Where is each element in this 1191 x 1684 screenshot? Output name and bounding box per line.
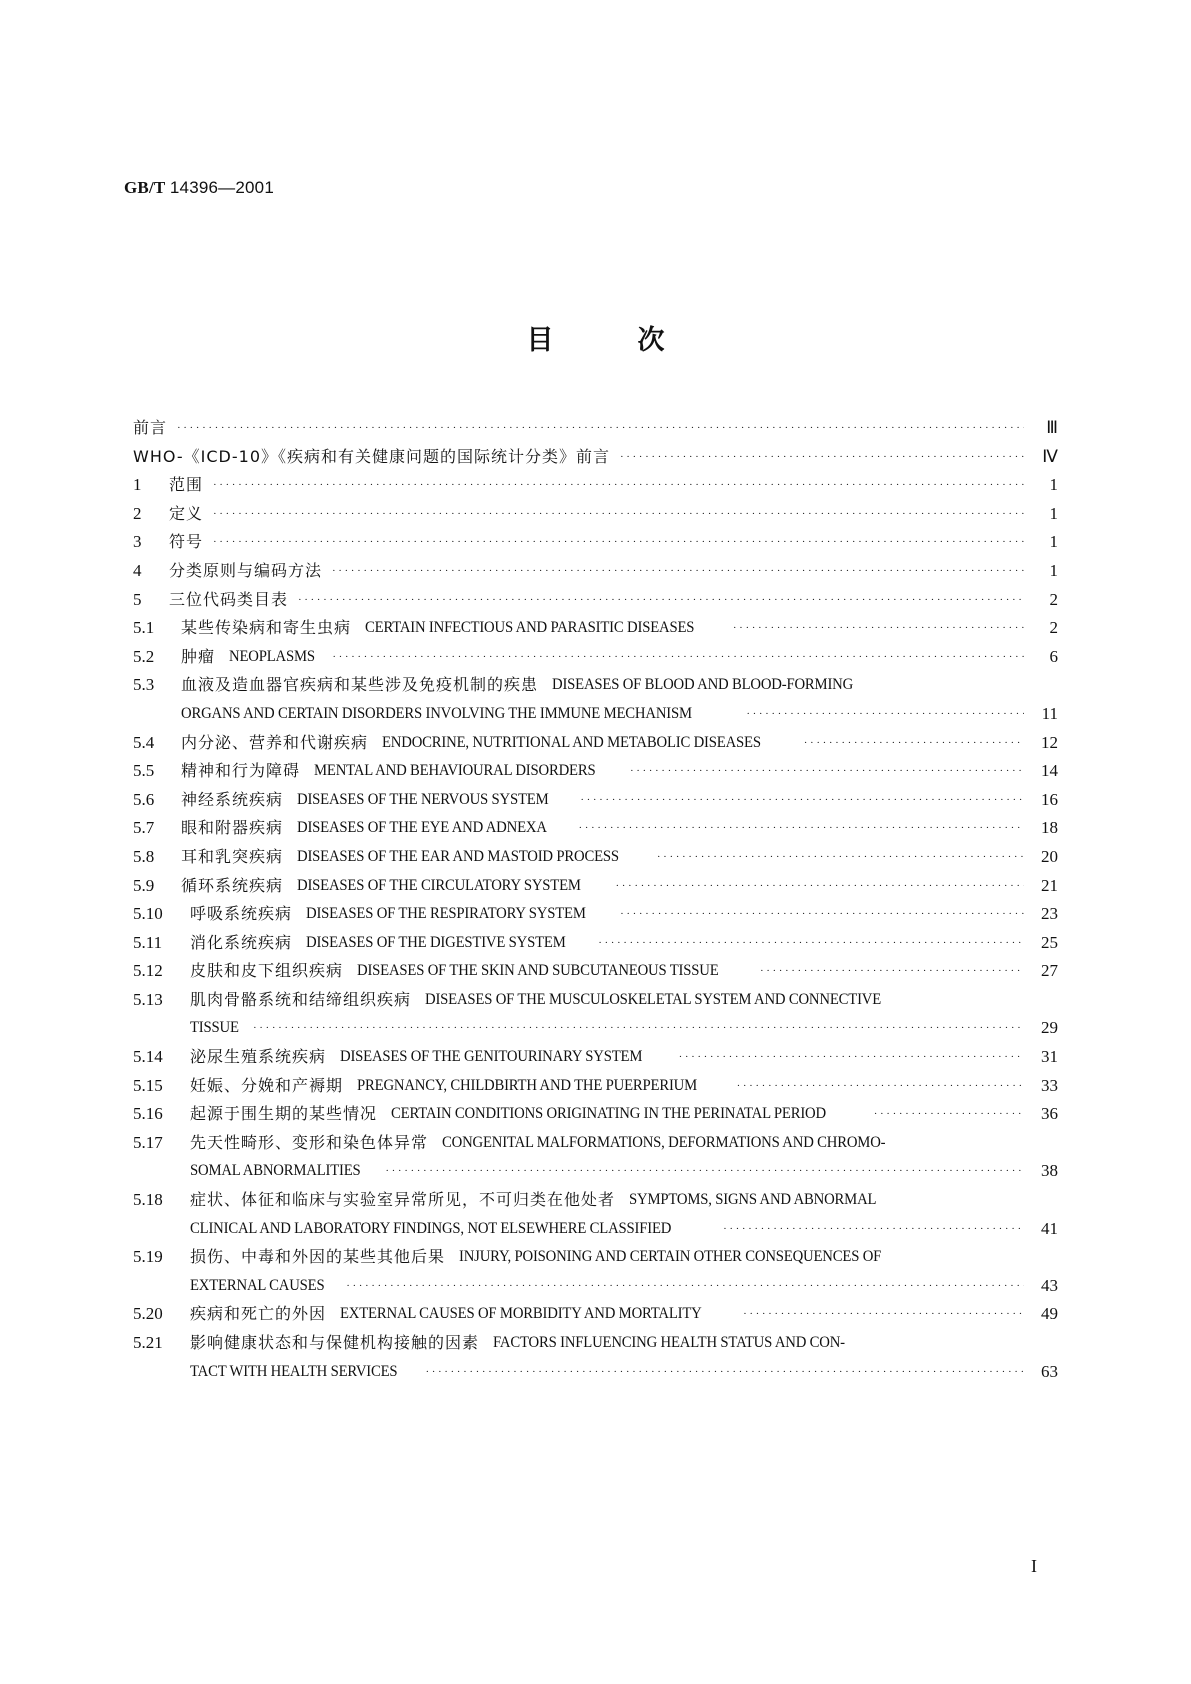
toc-entry-page[interactable]: Ⅲ xyxy=(1046,418,1058,437)
toc-entry[interactable] xyxy=(133,814,1058,843)
toc-entry-text xyxy=(190,957,1058,986)
dot-leader xyxy=(760,957,1024,986)
dot-leader xyxy=(723,1215,1024,1244)
dot-leader xyxy=(332,643,1024,672)
toc-entry-page[interactable]: 12 xyxy=(1041,732,1058,752)
toc-entry-text xyxy=(181,843,1058,872)
toc-entry-number: 5.16 xyxy=(133,1104,163,1124)
toc-entry-page[interactable]: 36 xyxy=(1041,1104,1058,1124)
toc-entry-text xyxy=(181,872,1058,901)
toc-entry-text xyxy=(190,1043,1058,1072)
toc-entry-text xyxy=(181,643,1058,672)
toc-entry-title-english: DISEASES OF THE MUSCULOSKELETAL SYSTEM AND CONNECTIVE xyxy=(425,990,882,1008)
toc-entry-page[interactable]: 29 xyxy=(1041,1018,1058,1038)
toc-entry-title-english: ORGANS AND CERTAIN DISORDERS INVOLVING THE IMMUNE MECHANISM xyxy=(181,704,692,722)
toc-entry-title-english: MENTAL AND BEHAVIOURAL DISORDERS xyxy=(314,762,596,780)
toc-entry-text xyxy=(133,443,1058,472)
dot-leader xyxy=(874,1100,1024,1129)
toc-entry-text xyxy=(190,900,1058,929)
dot-leader xyxy=(746,700,1024,729)
dot-leader xyxy=(177,414,1024,443)
toc-entry-number: 5 xyxy=(133,589,142,609)
toc-entry-text xyxy=(169,557,1058,586)
toc-entry-title-english: DISEASES OF THE DIGESTIVE SYSTEM xyxy=(306,933,566,951)
toc-entry[interactable] xyxy=(133,1186,1058,1215)
dot-leader xyxy=(743,1300,1024,1329)
toc-entry-title-english: TISSUE xyxy=(190,1019,239,1037)
toc-entry-title-english: TACT WITH HEALTH SERVICES xyxy=(190,1362,398,1380)
toc-entry-text xyxy=(181,614,1058,643)
toc-entry-title-chinese: 分类原则与编码方法 xyxy=(169,560,323,580)
toc-entry-page[interactable]: 20 xyxy=(1041,846,1058,866)
toc-entry-text xyxy=(181,700,1058,729)
toc-entry-text xyxy=(190,1215,1058,1244)
toc-entry[interactable] xyxy=(133,557,1058,586)
toc-entry-text xyxy=(133,414,1058,443)
toc-entry-page[interactable]: 6 xyxy=(1049,646,1058,666)
toc-entry-number: 5.6 xyxy=(133,789,155,809)
toc-entry-title-chinese: 损伤、中毒和外因的某些其他后果 xyxy=(190,1247,446,1267)
dot-leader xyxy=(733,614,1024,643)
toc-entry-number: 1 xyxy=(133,475,142,495)
toc-entry-number: 5.2 xyxy=(133,646,155,666)
toc-entry-title-chinese: 神经系统疾病 xyxy=(181,789,284,809)
toc-entry-title-chinese: 三位代码类目表 xyxy=(169,589,289,609)
toc-entry-page[interactable]: 1 xyxy=(1049,532,1058,552)
toc-entry-number: 5.14 xyxy=(133,1047,163,1067)
toc-entry-title-chinese: 症状、体征和临床与实验室异常所见，不可归类在他处者 xyxy=(190,1190,616,1210)
toc-entry-page[interactable]: 21 xyxy=(1041,875,1058,895)
toc-entry-number: 5.18 xyxy=(133,1190,163,1210)
toc-entry-title-chinese: 疾病和死亡的外因 xyxy=(190,1304,327,1324)
toc-entry-page[interactable]: 14 xyxy=(1041,761,1058,781)
toc-entry-number: 5.11 xyxy=(133,932,163,952)
toc-entry-page[interactable]: 25 xyxy=(1041,932,1058,952)
toc-entry-title-english: SYMPTOMS, SIGNS AND ABNORMAL xyxy=(629,1191,877,1209)
title-char-1: 目 xyxy=(526,325,554,356)
toc-entry-title-english: DISEASES OF BLOOD AND BLOOD-FORMING xyxy=(552,676,854,694)
toc-entry-page[interactable]: 1 xyxy=(1049,475,1058,495)
title-char-2: 次 xyxy=(637,325,665,356)
toc-entry-title-english: DISEASES OF THE NERVOUS SYSTEM xyxy=(297,790,549,808)
toc-entry-text xyxy=(169,500,1058,529)
page-number: I xyxy=(1031,1556,1037,1576)
toc-entry-continuation[interactable] xyxy=(133,1358,1058,1387)
toc-entry-page[interactable]: 23 xyxy=(1041,904,1058,924)
toc-entry-title-chinese: 泌尿生殖系统疾病 xyxy=(190,1047,327,1067)
dot-leader xyxy=(804,729,1024,758)
toc-entry-page[interactable]: 38 xyxy=(1041,1161,1058,1181)
toc-entry[interactable] xyxy=(133,1329,1058,1358)
toc-entry-title-english: EXTERNAL CAUSES OF MORBIDITY AND MORTALITY xyxy=(340,1305,702,1323)
toc-entry[interactable] xyxy=(133,643,1058,672)
toc-entry-page[interactable]: 18 xyxy=(1041,818,1058,838)
toc-entry-page[interactable]: 2 xyxy=(1049,618,1058,638)
dot-leader xyxy=(620,443,1024,472)
toc-entry-text xyxy=(190,1072,1058,1101)
toc-entry-title-english: SOMAL ABNORMALITIES xyxy=(190,1162,361,1180)
toc-entry-title-chinese: 符号 xyxy=(169,532,204,552)
toc-entry-continuation[interactable] xyxy=(133,1157,1058,1186)
toc-entry-text xyxy=(190,1243,1058,1272)
toc-entry[interactable] xyxy=(133,1043,1058,1072)
toc-entry[interactable] xyxy=(133,729,1058,758)
toc-entry-number: 5.12 xyxy=(133,961,163,981)
dot-leader xyxy=(657,843,1024,872)
toc-entry-number: 5.10 xyxy=(133,904,163,924)
toc-entry-page[interactable]: 27 xyxy=(1041,961,1058,981)
toc-entry-text xyxy=(169,528,1058,557)
toc-entry-title-english: INJURY, POISONING AND CERTAIN OTHER CONSEQUENCES OF xyxy=(459,1248,882,1266)
toc-entry-text xyxy=(181,757,1058,786)
toc-entry[interactable] xyxy=(133,471,1058,500)
toc-entry-number: 5.8 xyxy=(133,846,155,866)
toc-entry-text xyxy=(190,929,1058,958)
toc-entry-page[interactable]: 11 xyxy=(1041,703,1058,723)
toc-entry-page[interactable]: 31 xyxy=(1041,1047,1058,1067)
toc-entry-number: 2 xyxy=(133,503,142,523)
toc-entry-page[interactable]: 33 xyxy=(1041,1075,1058,1095)
dot-leader xyxy=(616,872,1024,901)
toc-entry-text xyxy=(190,1100,1058,1129)
toc-entry[interactable] xyxy=(133,900,1058,929)
toc-entry-title-chinese: 精神和行为障碍 xyxy=(181,761,301,781)
toc-entry-continuation[interactable] xyxy=(133,700,1058,729)
toc-entry[interactable] xyxy=(133,414,1058,443)
toc-entry-title-english: NEOPLASMS xyxy=(229,647,315,665)
dot-leader xyxy=(580,786,1024,815)
toc-entry-title-english: CERTAIN CONDITIONS ORIGINATING IN THE PERINATAL PERIOD xyxy=(391,1105,826,1123)
toc-entry[interactable] xyxy=(133,586,1058,615)
toc-entry[interactable] xyxy=(133,614,1058,643)
toc-entry-continuation[interactable] xyxy=(133,1215,1058,1244)
toc-entry-title-chinese: 妊娠、分娩和产褥期 xyxy=(190,1075,344,1095)
toc-entry-title-chinese: 定义 xyxy=(169,503,204,523)
toc-entry[interactable] xyxy=(133,1243,1058,1272)
dot-leader xyxy=(598,929,1024,958)
dot-leader xyxy=(298,586,1024,615)
toc-entry-text xyxy=(190,1186,1058,1215)
toc-entry-text xyxy=(181,814,1058,843)
toc-entry-page[interactable]: 43 xyxy=(1041,1275,1058,1295)
toc-entry-number: 5.13 xyxy=(133,989,163,1009)
toc-entry-page[interactable]: Ⅳ xyxy=(1042,446,1058,466)
toc-entry[interactable] xyxy=(133,500,1058,529)
toc-entry[interactable] xyxy=(133,986,1058,1015)
toc-entry-title-chinese: 范围 xyxy=(169,475,204,495)
dot-leader xyxy=(679,1043,1024,1072)
toc-entry-text xyxy=(190,986,1058,1015)
dot-leader xyxy=(346,1272,1024,1301)
toc-entry[interactable] xyxy=(133,843,1058,872)
toc-entry-continuation[interactable] xyxy=(133,1014,1058,1043)
dot-leader xyxy=(213,528,1024,557)
toc-entry-title-chinese: 影响健康状态和与保健机构接触的因素 xyxy=(190,1333,480,1352)
toc-entry-title-english: DISEASES OF THE RESPIRATORY SYSTEM xyxy=(306,905,586,923)
toc-entry-title-chinese: 肿瘤 xyxy=(181,646,216,666)
toc-entry-title-english: CONGENITAL MALFORMATIONS, DEFORMATIONS AND CHROMO- xyxy=(442,1133,886,1151)
toc-entry[interactable] xyxy=(133,1129,1058,1158)
toc-entry[interactable] xyxy=(133,872,1058,901)
dot-leader xyxy=(737,1072,1024,1101)
toc-entry[interactable] xyxy=(133,671,1058,700)
toc-entry-title-chinese: 先天性畸形、变形和染色体异常 xyxy=(190,1132,429,1152)
toc-entry-number: 5.1 xyxy=(133,618,155,638)
standard-prefix: GB/T xyxy=(124,178,166,197)
toc-entry-title-chinese: 眼和附器疾病 xyxy=(181,818,284,838)
standard-code xyxy=(124,178,274,198)
toc-entry-page[interactable]: 41 xyxy=(1041,1218,1058,1238)
toc-entry-number: 5.19 xyxy=(133,1247,163,1267)
toc-entry-number: 5.20 xyxy=(133,1304,163,1324)
toc-entry-number: 5.9 xyxy=(133,875,155,895)
toc-entry[interactable] xyxy=(133,1300,1058,1329)
toc-entry-title-english: CERTAIN INFECTIOUS AND PARASITIC DISEASES xyxy=(365,619,695,637)
toc-entry[interactable] xyxy=(133,786,1058,815)
toc-entry-number: 3 xyxy=(133,532,142,552)
toc-entry-number: 5.5 xyxy=(133,761,155,781)
toc-entry-page[interactable]: 2 xyxy=(1049,589,1058,609)
toc-entry-page[interactable]: 16 xyxy=(1041,789,1058,809)
dot-leader xyxy=(385,1157,1024,1186)
toc-entry-text xyxy=(181,671,1058,700)
toc-entry-text xyxy=(190,1272,1058,1301)
toc-entry-number: 5.4 xyxy=(133,732,155,752)
toc-entry-text xyxy=(169,471,1058,500)
dot-leader xyxy=(332,557,1024,586)
toc-entry-number: 5.21 xyxy=(133,1333,163,1352)
toc-entry-title-english: FACTORS INFLUENCING HEALTH STATUS AND CON- xyxy=(493,1334,845,1351)
dot-leader xyxy=(630,757,1024,786)
toc-entry-text xyxy=(190,1157,1058,1186)
toc-entry-title-english: ENDOCRINE, NUTRITIONAL AND METABOLIC DISEASES xyxy=(382,733,761,751)
toc-entry-title-chinese: 皮肤和皮下组织疾病 xyxy=(190,961,344,981)
toc-entry[interactable] xyxy=(133,757,1058,786)
toc-entry-text xyxy=(169,586,1058,615)
standard-number: 14396—2001 xyxy=(169,178,274,197)
toc-entry-title-chinese: 某些传染病和寄生虫病 xyxy=(181,618,352,638)
toc-entry-number: 5.3 xyxy=(133,675,155,695)
toc-entry-number: 5.15 xyxy=(133,1075,163,1095)
dot-leader xyxy=(213,471,1024,500)
dot-leader xyxy=(425,1358,1024,1387)
toc-entry-title-chinese: 循环系统疾病 xyxy=(181,875,284,895)
dot-leader xyxy=(620,900,1024,929)
toc-entry-text xyxy=(190,1014,1058,1043)
toc-entry-title-chinese: 肌肉骨骼系统和结缔组织疾病 xyxy=(190,989,412,1009)
toc-entry-title-chinese: WHO-《ICD-10》《疾病和有关健康问题的国际统计分类》前言 xyxy=(133,446,611,466)
toc-entry[interactable] xyxy=(133,957,1058,986)
toc-entry-title-chinese: 血液及造血器官疾病和某些涉及免疫机制的疾患 xyxy=(181,675,539,695)
toc-entry-page[interactable]: 63 xyxy=(1041,1361,1058,1381)
toc-entry-title-chinese: 呼吸系统疾病 xyxy=(190,904,293,924)
toc-entry-title-english: EXTERNAL CAUSES xyxy=(190,1276,325,1294)
dot-leader xyxy=(579,814,1024,843)
toc-entry[interactable] xyxy=(133,929,1058,958)
dot-leader xyxy=(213,500,1024,529)
toc-entry-number: 4 xyxy=(133,560,142,580)
toc-entry-title-chinese: 耳和乳突疾病 xyxy=(181,846,284,866)
toc-entry-title-english: DISEASES OF THE EAR AND MASTOID PROCESS xyxy=(297,847,619,865)
dot-leader xyxy=(253,1014,1024,1043)
toc-entry-number: 5.17 xyxy=(133,1132,163,1152)
toc-entry-page[interactable]: 1 xyxy=(1049,503,1058,523)
toc-entry-title-chinese: 起源于围生期的某些情况 xyxy=(190,1104,378,1124)
toc-entry-page[interactable]: 49 xyxy=(1041,1304,1058,1324)
toc-entry-title-chinese: 前言 xyxy=(133,418,168,437)
toc-entry-continuation[interactable] xyxy=(133,1272,1058,1301)
toc-entry-text xyxy=(181,786,1058,815)
toc-entry-title-chinese: 消化系统疾病 xyxy=(190,932,293,952)
toc-entry-title-english: CLINICAL AND LABORATORY FINDINGS, NOT ELSEWHERE CLASSIFIED xyxy=(190,1219,672,1237)
toc-entry-title-english: PREGNANCY, CHILDBIRTH AND THE PUERPERIUM xyxy=(357,1076,698,1094)
toc-entry[interactable] xyxy=(133,1072,1058,1101)
toc-entry[interactable] xyxy=(133,528,1058,557)
toc-entry-text xyxy=(190,1358,1058,1387)
toc-entry-text xyxy=(190,1129,1058,1158)
toc-entry-text xyxy=(190,1329,1058,1358)
toc-entry-title-english: DISEASES OF THE SKIN AND SUBCUTANEOUS TISSUE xyxy=(357,962,719,980)
toc-entry[interactable] xyxy=(133,443,1058,472)
toc-entry-title-chinese: 内分泌、营养和代谢疾病 xyxy=(181,732,369,752)
page-title xyxy=(0,318,1191,357)
toc-entry-text xyxy=(190,1300,1058,1329)
table-of-contents xyxy=(133,414,1058,1386)
toc-entry[interactable] xyxy=(133,1100,1058,1129)
toc-entry-page[interactable]: 1 xyxy=(1049,560,1058,580)
toc-entry-text xyxy=(181,729,1058,758)
toc-entry-title-english: DISEASES OF THE EYE AND ADNEXA xyxy=(297,819,547,837)
toc-entry-title-english: DISEASES OF THE CIRCULATORY SYSTEM xyxy=(297,876,581,894)
toc-entry-number: 5.7 xyxy=(133,818,155,838)
toc-entry-title-english: DISEASES OF THE GENITOURINARY SYSTEM xyxy=(340,1048,643,1066)
